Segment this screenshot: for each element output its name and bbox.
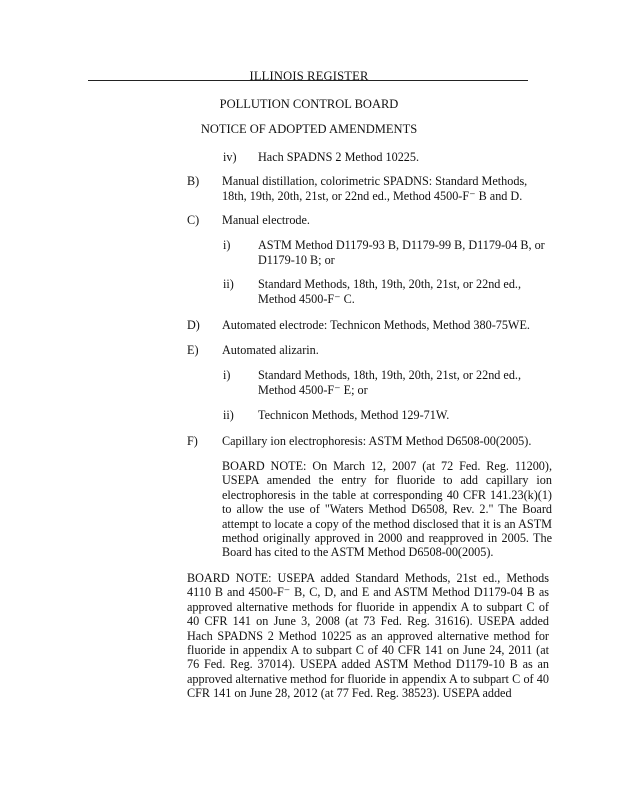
item-B-label: B) (187, 174, 200, 188)
item-C-ii-text: Standard Methods, 18th, 19th, 20th, 21st, or 22nd ed., Method 4500-F⁻ C. (258, 277, 522, 306)
item-D-text: Automated electrode: Technicon Methods, Method 380-75WE. (222, 318, 530, 332)
item-E-i-label: i) (223, 368, 231, 382)
item-D-label: D) (187, 318, 200, 332)
notice-title: NOTICE OF ADOPTED AMENDMENTS (200, 122, 418, 136)
item-C-label: C) (187, 213, 200, 227)
item-C-text: Manual electrode. (222, 213, 310, 227)
item-F-text: Capillary ion electrophoresis: ASTM Method D6508-00(2005). (222, 434, 532, 448)
item-E-label: E) (187, 343, 199, 357)
item-E-ii-label: ii) (223, 408, 234, 422)
item-C-i-label: i) (223, 238, 231, 252)
item-F-label: F) (187, 434, 198, 448)
item-C-i-text: ASTM Method D1179-93 B, D1179-99 B, D1179-04 B, or D1179-10 B; or (258, 238, 545, 267)
item-E-text: Automated alizarin. (222, 343, 319, 357)
item-iv-label: iv) (223, 150, 237, 164)
board-note-2: BOARD NOTE: USEPA added Standard Methods, 21st ed., Methods 4110 B and 4500-F⁻ B, C, D, and E and ASTM Method D1179-04 B as approved alternative methods for fluoride in appendix A to subpart C of 40 CFR 141 on June 3, 2008 (at 73 Fed. Reg. 31616). USEPA added Hach SPADNS 2 Method 10225 as an approved alternative method for fluoride in appendix A to subpart C of 40 CFR 141 on June 24, 2011 (at 76 Fed. Reg. 37014). USEPA added ASTM Method D1179-10 B as an approved alternative method for fluoride in appendix A to subpart C of 40 CFR 141 on June 28, 2012 (at 77 Fed. Reg. 38523). USEPA added (187, 571, 549, 701)
board-note-1: BOARD NOTE: On March 12, 2007 (at 72 Fed. Reg. 11200), USEPA amended the entry for fluoride to add capillary ion electrophoresis in the table at corresponding 40 CFR 141.23(k)(1) to allow the use of "Waters Method D6508, Rev. 2." The Board attempt to locate a copy of the method disclosed that it is an ASTM method originally approved in 2000 and reapproved in 2005. The Board has cited to the ASTM Method D6508-00(2005). (222, 459, 552, 560)
board-title: POLLUTION CONTROL BOARD (219, 97, 399, 111)
register-title: ILLINOIS REGISTER (249, 69, 369, 83)
item-B-text: Manual distillation, colorimetric SPADNS: Standard Methods, 18th, 19th, 20th, 21st, or 22nd ed., Method 4500-F⁻ B and D. (222, 174, 528, 203)
item-C-ii-label: ii) (223, 277, 234, 291)
item-E-ii-text: Technicon Methods, Method 129-71W. (258, 408, 450, 422)
item-iv-text: Hach SPADNS 2 Method 10225. (258, 150, 420, 164)
item-E-i-text: Standard Methods, 18th, 19th, 20th, 21st, or 22nd ed., Method 4500-F⁻ E; or (258, 368, 522, 397)
